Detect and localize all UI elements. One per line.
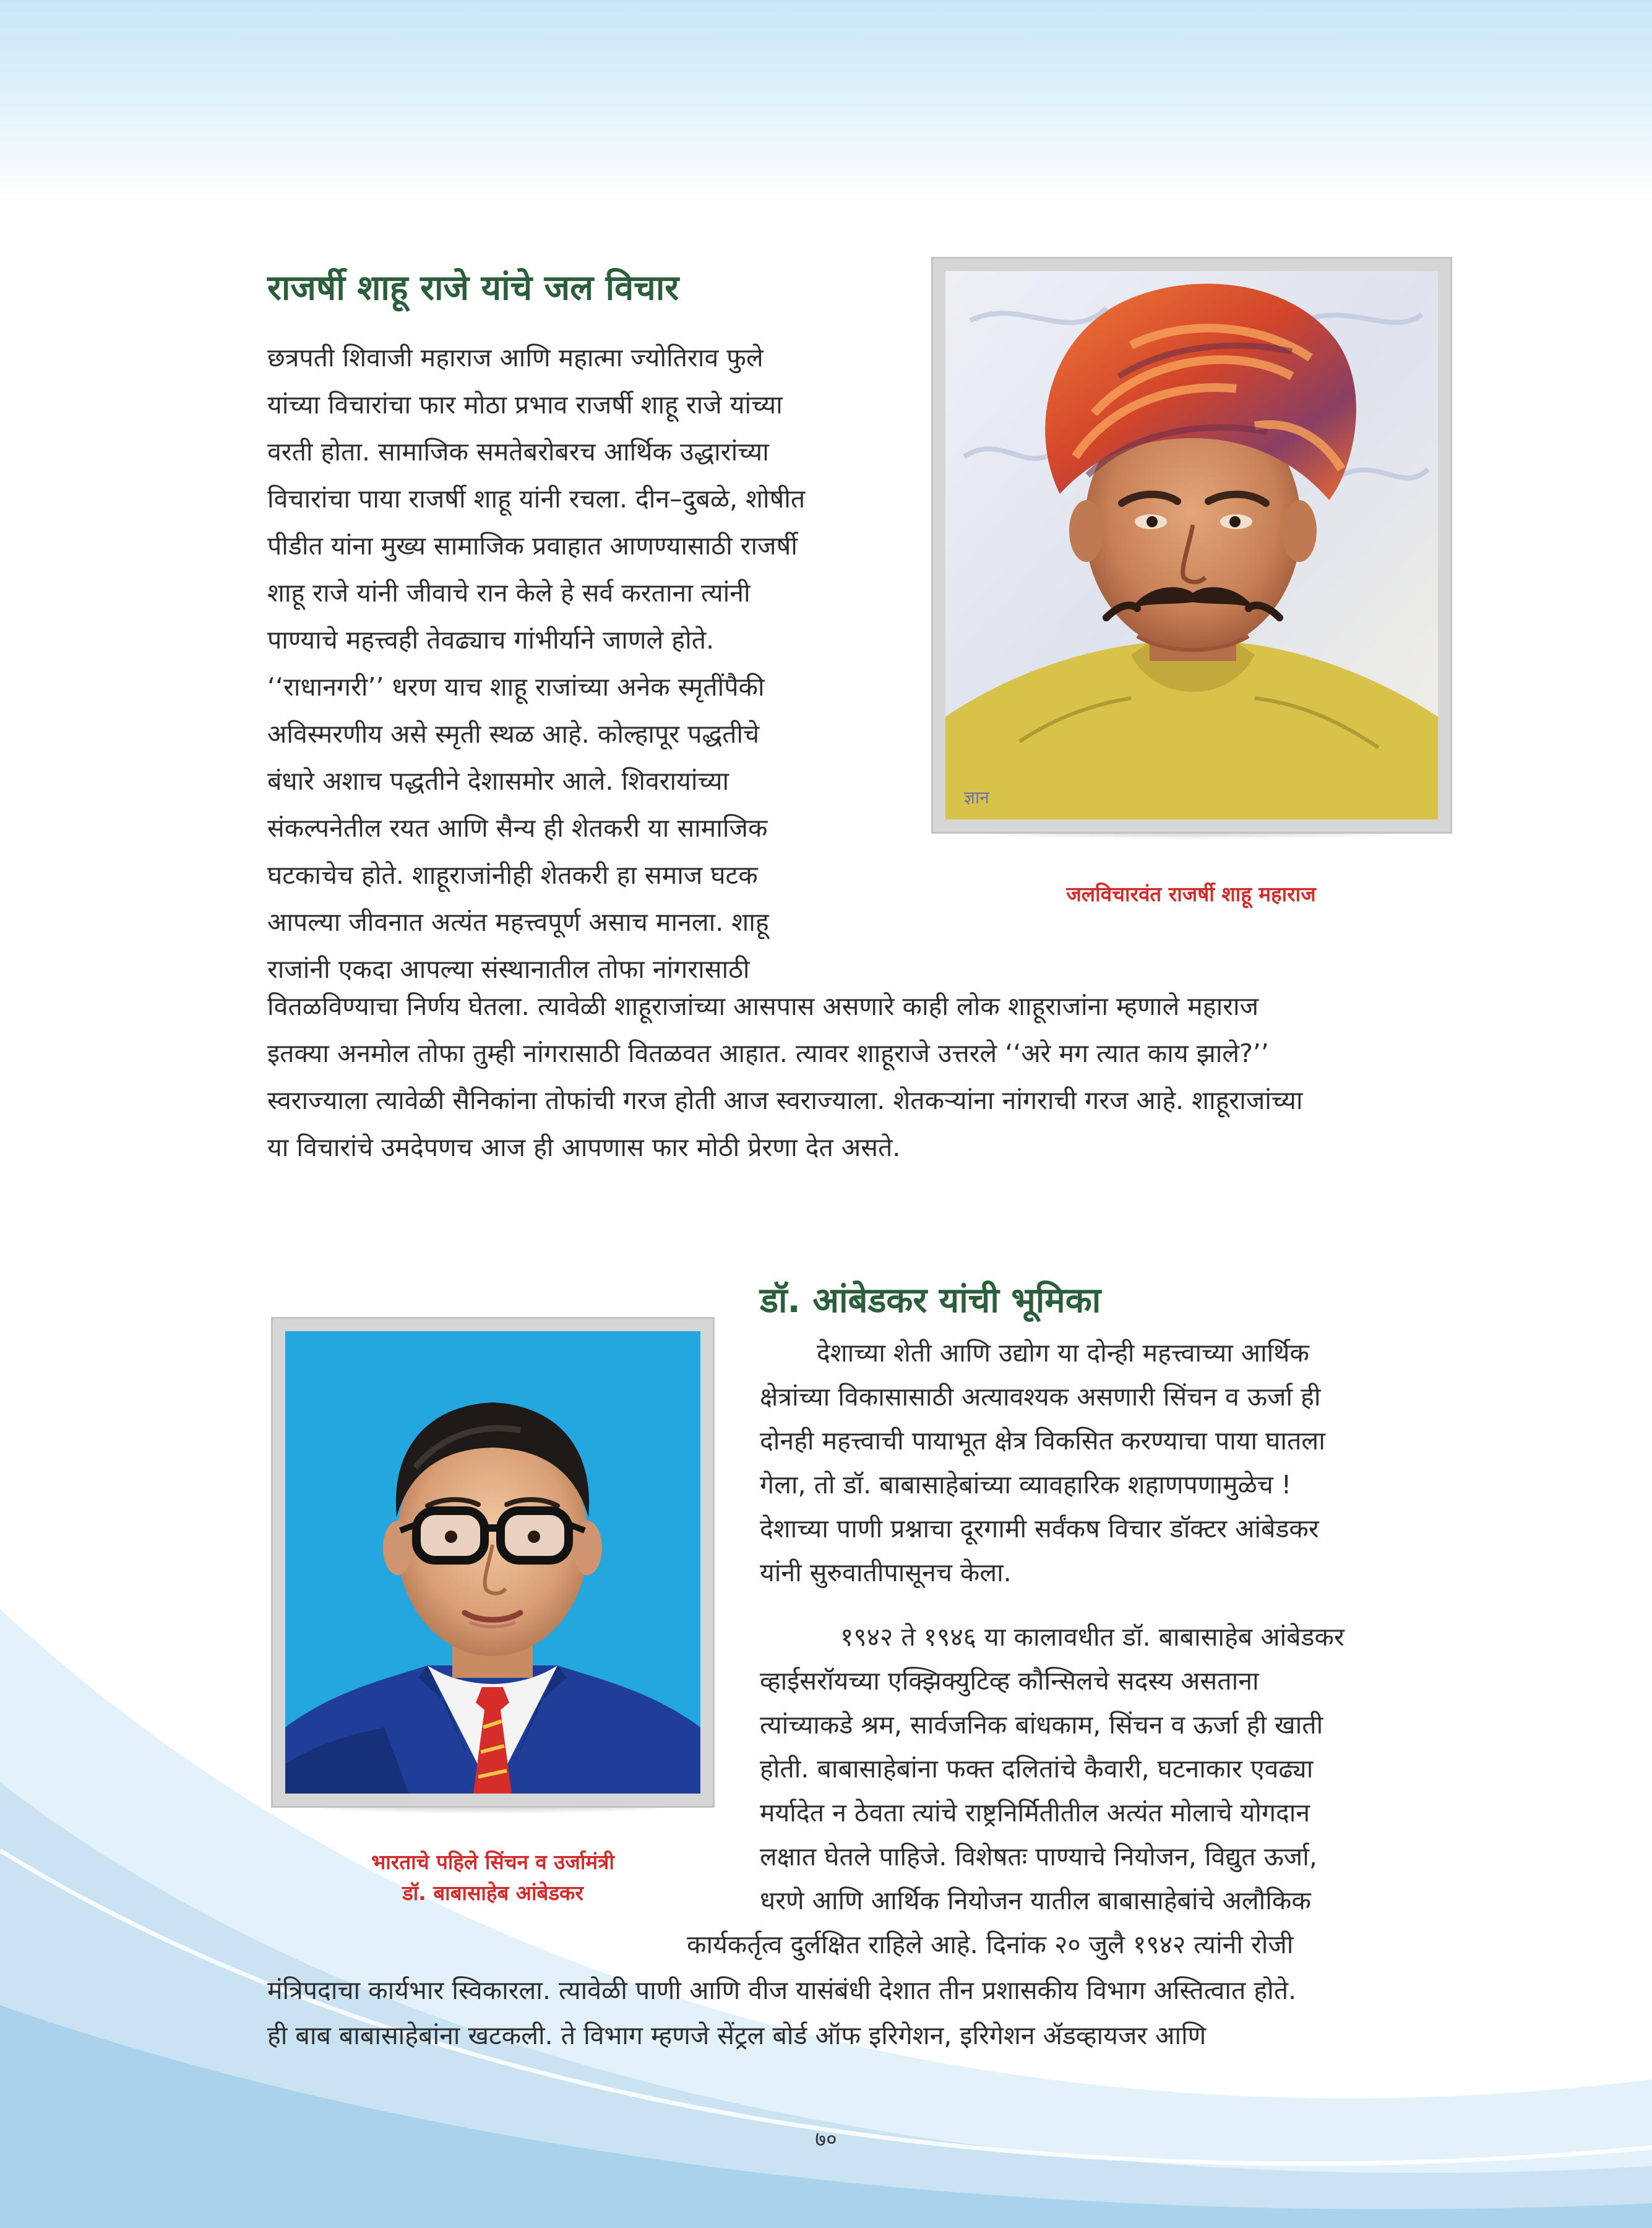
text-line: १९४२ ते १९४६ या कालावधीत डॉ. बाबासाहेब आंबेडकर: [840, 1622, 1344, 1652]
text-line: शाहू राजे यांनी जीवाचे रान केले हे सर्व करताना त्यांनी: [267, 578, 751, 608]
section1-wrapped-paragraph: [267, 334, 805, 993]
text-line: धरणे आणि आर्थिक नियोजन यातील बाबासाहेबांचे अलौकिक: [760, 1886, 1311, 1915]
ambedkar-portrait-caption-line1: भारताचे पहिले सिंचन व उर्जामंत्री: [371, 1850, 614, 1874]
text-line: वरती होता. सामाजिक समतेबरोबरच आर्थिक उद्धारांच्या: [267, 437, 769, 467]
text-line: छत्रपती शिवाजी महाराज आणि महात्मा ज्योतिराव फुले: [267, 343, 764, 373]
text-line: मंत्रिपदाचा कार्यभार स्विकारला. त्यावेळी पाणी आणि वीज यासंबंधी देशात तीन प्रशासकीय विभाग अस्तित्वात होते.: [267, 1975, 1297, 2005]
text-line: देशाच्या पाणी प्रश्नाचा दूरगामी सर्वंकष विचार डॉक्टर आंबेडकर: [760, 1514, 1319, 1544]
text-line: पीडीत यांना मुख्य सामाजिक प्रवाहात आणण्यासाठी राजर्षी: [267, 531, 798, 561]
ambedkar-portrait-frame: [271, 1317, 715, 1808]
text-line: या विचारांचे उमदेपणच आज ही आपणास फार मोठी प्रेरणा देत असते.: [267, 1133, 901, 1162]
text-line: त्यांच्याकडे श्रम, सार्वजनिक बांधकाम, सिंचन व ऊर्जा ही खाती: [760, 1710, 1323, 1740]
ambedkar-portrait-caption-line2: डॉ. बाबासाहेब आंबेडकर: [402, 1881, 583, 1905]
text-line: वितळविण्याचा निर्णय घेतला. त्यावेळी शाहूराजांच्या आसपास असणारे काही लोक शाहूराजांना म्हणाले महाराज: [267, 991, 1259, 1021]
text-line: मर्यादेत न ठेवता त्यांचे राष्ट्रनिर्मितीतील अत्यंत मोलाचे योगदान: [760, 1798, 1310, 1828]
artist-signature: ज्ञान: [964, 787, 989, 808]
text-line: ही बाब बाबासाहेबांना खटकली. ते विभाग म्हणजे सेंट्रल बोर्ड ऑफ इरिगेशन, इरिगेशन ॲडव्हायजर आणि: [267, 2021, 1207, 2050]
section2-para2-mid-line: कार्यकर्तृत्व दुर्लक्षित राहिले आहे. दिनांक २० जुलै १९४२ त्यांनी रोजी: [687, 1930, 1294, 1959]
section2-title: डॉ. आंबेडकर यांची भूमिका: [760, 1280, 1101, 1321]
text-line: स्वराज्याला त्यावेळी सैनिकांना तोफांची गरज होती आज स्वराज्याला. शेतकऱ्यांना नांगराची गरज आहे. शाहूराजांच्या: [267, 1086, 1303, 1115]
text-line: क्षेत्रांच्या विकासासाठी अत्यावश्यक असणारी सिंचन व ऊर्जा ही: [760, 1382, 1321, 1412]
ambedkar-portrait: [285, 1331, 700, 1794]
text-line: बंधारे अशाच पद्धतीने देशासमोर आले. शिवरायांच्या: [267, 766, 729, 796]
section1-full-paragraph: [267, 983, 1303, 1171]
text-line: यांनी सुरुवातीपासूनच केला.: [760, 1558, 1012, 1587]
text-line: ‘‘राधानगरी’’ धरण याच शाहू राजांच्या अनेक स्मृतींपैकी: [267, 672, 765, 702]
text-line: लक्षात घेतले पाहिजे. विशेषतः पाण्याचे नियोजन, विद्युत ऊर्जा,: [760, 1842, 1317, 1872]
section2-para1: [760, 1331, 1325, 1595]
text-line: गेला, तो डॉ. बाबासाहेबांच्या व्यावहारिक शहाणपणामुळेच !: [760, 1470, 1292, 1500]
text-line: अविस्मरणीय असे स्मृती स्थळ आहे. कोल्हापूर पद्धतीचे: [267, 719, 760, 749]
text-line: राजांनी एकदा आपल्या संस्थानातील तोफा नांगरासाठी: [267, 954, 750, 984]
shahu-maharaj-portrait: [945, 271, 1438, 819]
shahu-portrait-frame: [931, 257, 1452, 834]
text-line: विचारांचा पाया राजर्षी शाहू यांनी रचला. दीन–दुबळे, शोषीत: [267, 484, 806, 514]
shahu-portrait-caption: जलविचारवंत राजर्षी शाहू महाराज: [1066, 882, 1316, 906]
section1-title: राजर्षी शाहू राजे यांचे जल विचार: [267, 268, 679, 308]
text-line: इतक्या अनमोल तोफा तुम्ही नांगरासाठी वितळवत आहात. त्यावर शाहूराजे उत्तरले ‘‘अरे मग त्यात काय झाले?’’: [267, 1038, 1269, 1068]
text-line: घटकाचेच होते. शाहूराजांनीही शेतकरी हा समाज घटक: [267, 860, 758, 890]
page-number: ७०: [815, 2127, 837, 2152]
text-line: देशाच्या शेती आणि उद्योग या दोन्ही महत्त्वाच्या आर्थिक: [817, 1338, 1309, 1368]
section2-para2-wrapped: [760, 1615, 1344, 1923]
text-line: संकल्पनेतील रयत आणि सैन्य ही शेतकरी या सामाजिक: [267, 813, 768, 843]
text-line: व्हाईसरॉयच्या एक्झिक्युटिव्ह कौन्सिलचे सदस्य असताना: [760, 1666, 1259, 1696]
text-line: आपल्या जीवनात अत्यंत महत्त्वपूर्ण असाच मानला. शाहू: [267, 907, 769, 937]
text-line: पाण्याचे महत्त्वही तेवढ्याच गांभीर्याने जाणले होते.: [267, 625, 715, 655]
text-line: होती. बाबासाहेबांना फक्त दलितांचे कैवारी, घटनाकार एवढ्या: [760, 1754, 1314, 1784]
text-line: यांच्या विचारांचा फार मोठा प्रभाव राजर्षी शाहू राजे यांच्या: [267, 390, 783, 420]
section2-para2-full: [267, 1968, 1296, 2058]
text-line: दोनही महत्त्वाची पायाभूत क्षेत्र विकसित करण्याचा पाया घातला: [760, 1426, 1325, 1456]
